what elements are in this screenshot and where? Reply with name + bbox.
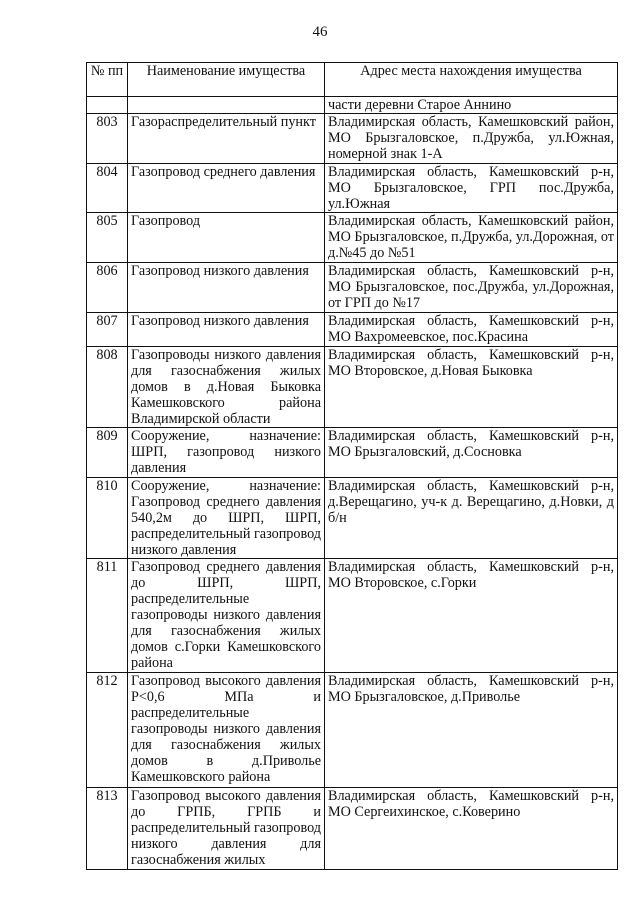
row-property-name: Газопровод среднего давления до ШРП, ШРП, распределительные газопроводы низкого давления для газоснабжения жилых домов с.Горки Камешковского района bbox=[128, 559, 325, 673]
table-row bbox=[87, 114, 618, 164]
row-property-name: Сооружение, назначение: Газопровод среднего давления 540,2м до ШРП, ШРП, распределительный газопровод низкого давления bbox=[128, 478, 325, 559]
row-number: 812 bbox=[87, 673, 128, 788]
table-row bbox=[87, 788, 618, 870]
row-address: части деревни Старое Аннино bbox=[325, 97, 618, 114]
row-number: 805 bbox=[87, 213, 128, 263]
property-registry-table bbox=[86, 62, 618, 870]
row-number: 803 bbox=[87, 114, 128, 164]
page-number: 46 bbox=[312, 24, 328, 40]
table-row bbox=[87, 428, 618, 478]
row-property-name: Сооружение, назначение: ШРП, газопровод низкого давления bbox=[128, 428, 325, 478]
row-property-name: Газопровод низкого давления bbox=[128, 263, 325, 313]
row-address: Владимирская область, Камешковский район, МО Брызгаловское, п.Дружба, ул.Дорожная, от д.№45 до №51 bbox=[325, 213, 618, 263]
row-address: Владимирская область, Камешковский р-н, МО Второвское, д.Новая Быковка bbox=[325, 347, 618, 428]
row-property-name: Газопроводы низкого давления для газоснабжения жилых домов в д.Новая Быковка Камешковского района Владимирской области bbox=[128, 347, 325, 428]
table-row bbox=[87, 97, 618, 114]
table-row bbox=[87, 347, 618, 428]
row-property-name: Газопровод высокого давления до ГРПБ, ГРПБ и распределительный газопровод низкого давления для газоснабжения жилых bbox=[128, 788, 325, 870]
row-property-name: Газораспределительный пункт bbox=[128, 114, 325, 164]
row-address: Владимирская область, Камешковский р-н, МО Сергеихинское, с.Коверино bbox=[325, 788, 618, 870]
row-address: Владимирская область, Камешковский р-н, МО Брызгаловское, пос.Дружба, ул.Дорожная, от ГРП до №17 bbox=[325, 263, 618, 313]
table-header-row bbox=[87, 63, 618, 97]
row-address: Владимирская область, Камешковский р-н, МО Вахромеевское, пос.Красина bbox=[325, 313, 618, 347]
row-address: Владимирская область, Камешковский р-н, МО Второвское, с.Горки bbox=[325, 559, 618, 673]
header-property-name: Наименование имущества bbox=[128, 63, 325, 97]
table-row bbox=[87, 478, 618, 559]
table-row bbox=[87, 313, 618, 347]
row-number: 808 bbox=[87, 347, 128, 428]
table-row bbox=[87, 263, 618, 313]
row-address: Владимирская область, Камешковский р-н, МО Брызгаловское, ГРП пос.Дружба, ул.Южная bbox=[325, 164, 618, 213]
table-row bbox=[87, 164, 618, 213]
row-number: 807 bbox=[87, 313, 128, 347]
row-address: Владимирская область, Камешковский район, МО Брызгаловское, п.Дружба, ул.Южная, номерной знак 1-А bbox=[325, 114, 618, 164]
row-address: Владимирская область, Камешковский р-н, МО Брызгаловское, д.Приволье bbox=[325, 673, 618, 788]
row-number: 811 bbox=[87, 559, 128, 673]
header-address: Адрес места нахождения имущества bbox=[325, 63, 618, 97]
row-address: Владимирская область, Камешковский р-н, д.Верещагино, уч-к д. Верещагино, д.Новки, д б/н bbox=[325, 478, 618, 559]
table-row bbox=[87, 213, 618, 263]
row-property-name bbox=[128, 97, 325, 114]
row-property-name: Газопровод среднего давления bbox=[128, 164, 325, 213]
table-row bbox=[87, 559, 618, 673]
row-number bbox=[87, 97, 128, 114]
row-number: 809 bbox=[87, 428, 128, 478]
row-number: 810 bbox=[87, 478, 128, 559]
header-number: № пп bbox=[87, 63, 128, 97]
row-address: Владимирская область, Камешковский р-н, МО Брызгаловский, д.Сосновка bbox=[325, 428, 618, 478]
row-number: 813 bbox=[87, 788, 128, 870]
row-property-name: Газопровод высокого давления Р<0,6 МПа и распределительные газопроводы низкого давления для газоснабжения жилых домов в д.Приволье Камешковского района bbox=[128, 673, 325, 788]
row-property-name: Газопровод bbox=[128, 213, 325, 263]
row-number: 806 bbox=[87, 263, 128, 313]
table-row bbox=[87, 673, 618, 788]
row-number: 804 bbox=[87, 164, 128, 213]
row-property-name: Газопровод низкого давления bbox=[128, 313, 325, 347]
